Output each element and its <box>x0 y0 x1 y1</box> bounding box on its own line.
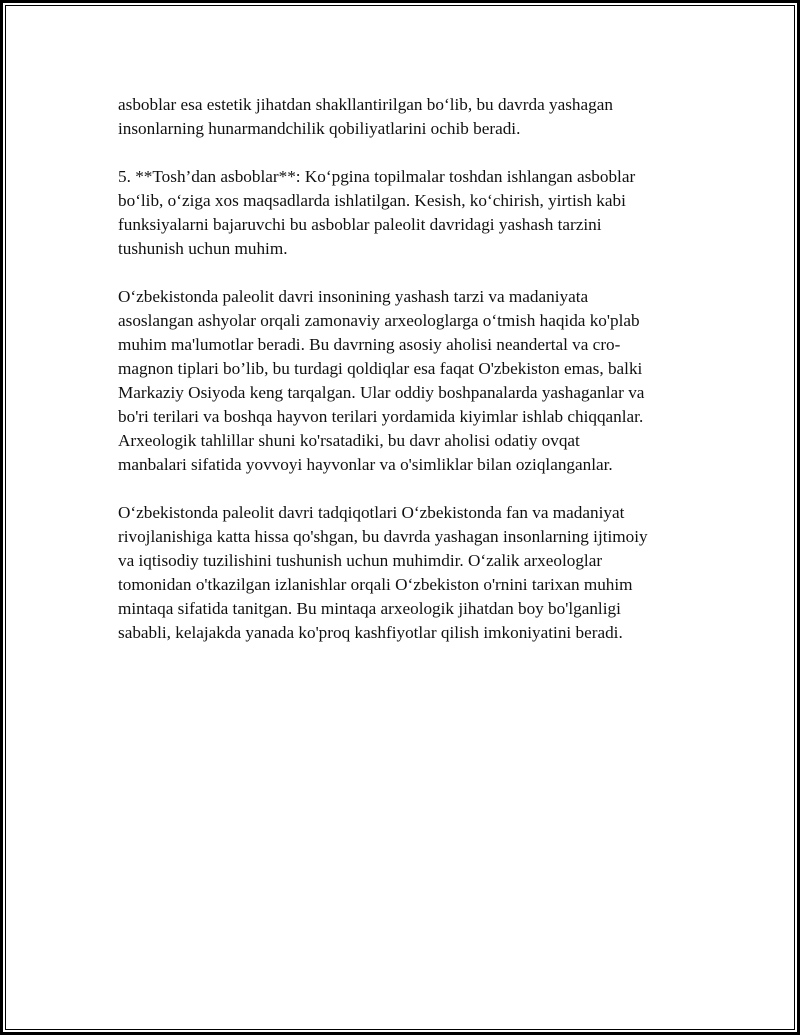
paragraph-research-significance: O‘zbekistonda paleolit davri tadqiqotlari O‘zbekistonda fan va madaniyat rivojlanishiga katta hissa qo'shgan, bu davrda yashagan insonlarning ijtimoiy va iqtisodiy tuzilishini tushunish uchun muhimdir. O‘zalik arxeologlar tomonidan o'tkazilgan izlanishlar orqali O‘zbekiston o'rnini tarixan muhim mintaqa sifatida tanitgan. Bu mintaqa arxeologik jihatdan boy bo'lganligi sababli, kelajakda yanada ko'proq kashfiyotlar qilish imkoniyatini beradi. <box>118 503 648 642</box>
paragraph-stone-tools: 5. **Tosh’dan asboblar**: Ko‘pgina topilmalar toshdan ishlangan asboblar bo‘lib, o‘ziga xos maqsadlarda ishlatilgan. Kesish, ko‘chirish, yirtish kabi funksiyalarni bajaruvchi bu asboblar paleolit davridagi yashash tarzini tushunish uchun muhim. <box>118 167 636 258</box>
document-body <box>118 93 688 669</box>
paragraph-craftsmanship-continuation: asboblar esa estetik jihatdan shakllantirilgan bo‘lib, bu davrda yashagan insonlarning hunarmandchilik qobiliyatlarini ochib beradi. <box>118 95 613 138</box>
paragraph-paleolithic-lifestyle: O‘zbekistonda paleolit davri insonining yashash tarzi va madaniyata asoslangan ashyolar orqali zamonaviy arxeologlarga o‘tmish haqida ko'plab muhim ma'lumotlar beradi. Bu davrning asosiy aholisi neandertal va cro- magnon tiplari bo’lib, bu turdagi qoldiqlar esa faqat O'zbekiston emas, balki Markaziy Osiyoda keng tarqalgan. Ular oddiy boshpanalarda yashaganlar va bo'ri terilari va boshqa hayvon terilari yordamida kiyimlar ishlab chiqqanlar. Arxeologik tahlillar shuni ko'rsatadiki, bu davr aholisi odatiy ovqat manbalari sifatida yovvoyi hayvonlar va o'simliklar bilan oziqlanganlar. <box>118 287 645 474</box>
